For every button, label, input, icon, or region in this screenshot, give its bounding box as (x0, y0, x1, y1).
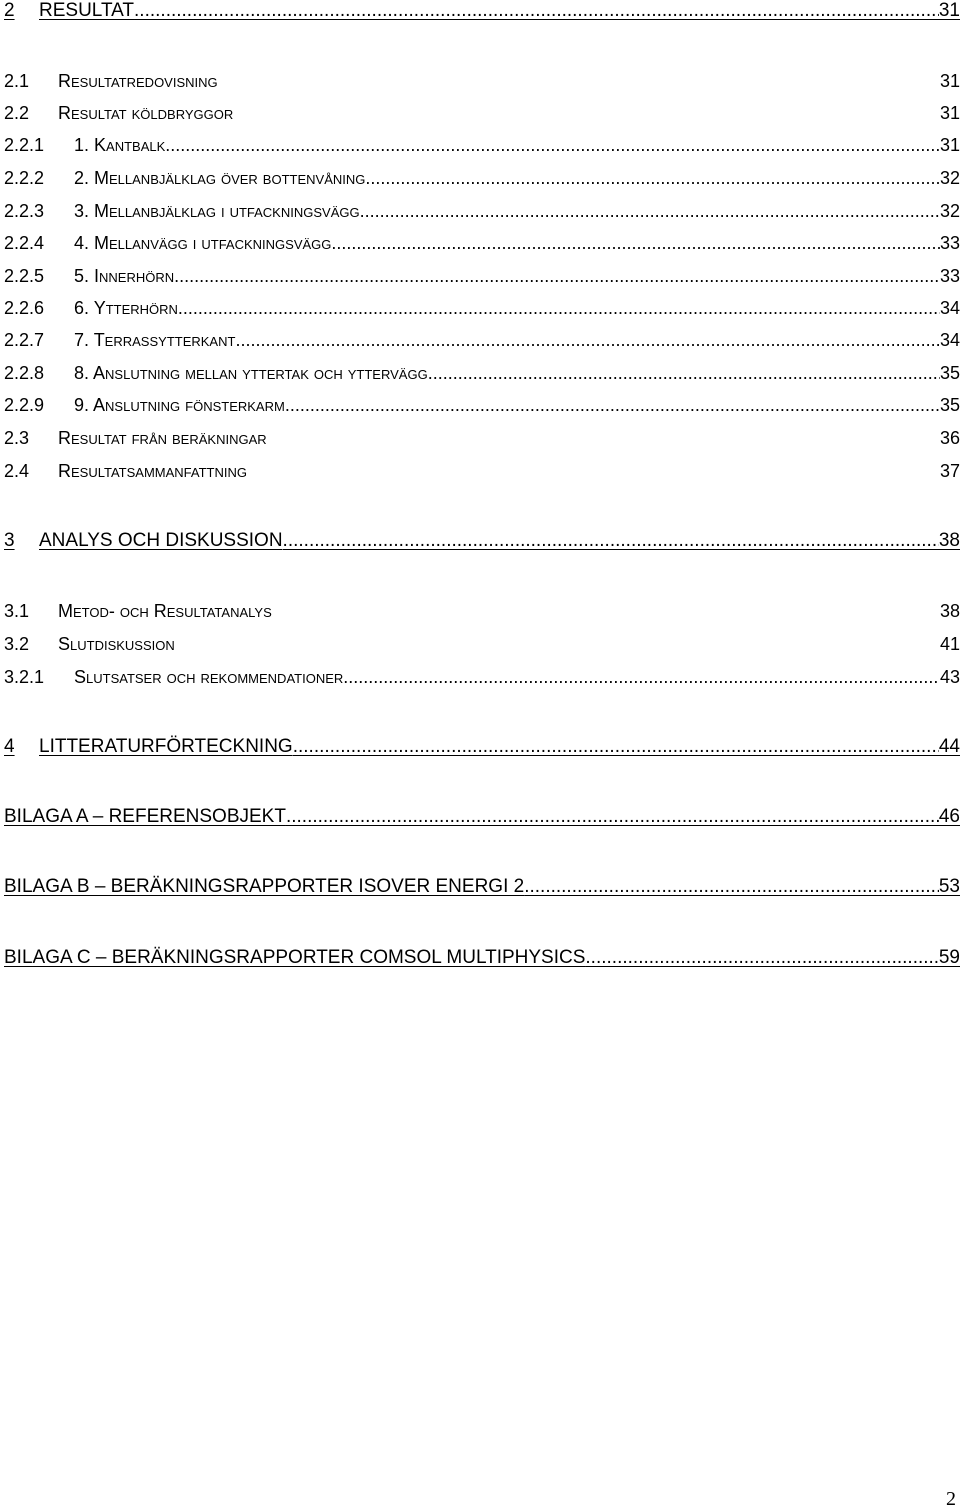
toc-entry-title: BILAGA A – REFERENSOBJEKT (4, 806, 286, 827)
toc-entry-title: 7. Terrassytterkant (74, 330, 236, 350)
toc-entry-number: 2.2.2 (4, 168, 45, 188)
toc-entry-page: 38 (939, 601, 960, 621)
toc-entry-page: 37 (939, 461, 960, 481)
toc-leader-dots (174, 263, 940, 289)
toc-entry-title: Metod- och Resultatanalys (58, 601, 272, 621)
toc-entry-number: 3 (4, 530, 15, 551)
toc-entry-number: 2.2.3 (4, 201, 45, 221)
toc-entry-page: 33 (939, 266, 960, 286)
toc-leader-dots (285, 392, 940, 418)
toc-entry-slutsatser[interactable] (4, 664, 960, 690)
toc-leader-dots (286, 804, 939, 830)
toc-entry-title: 1. Kantbalk (74, 135, 166, 155)
toc-entry-page: 46 (938, 806, 960, 827)
toc-leader-dots (293, 734, 939, 760)
toc-entry-mellanvagg-utfackningsvagg[interactable] (4, 230, 960, 256)
toc-entry-page: 32 (939, 201, 960, 221)
toc-entry-number: 2.2.8 (4, 363, 45, 383)
toc-entry-kantbalk[interactable] (4, 132, 960, 158)
toc-entry-number: 2.2.6 (4, 298, 45, 318)
toc-entry-anslutning-yttertak[interactable] (4, 360, 960, 386)
toc-entry-title: Resultatsammanfattning (58, 461, 247, 481)
toc-entry-resultatsammanfattning[interactable] (4, 458, 960, 484)
toc-entry-resultat-berakningar[interactable] (4, 425, 960, 451)
page-number: 2 (946, 1488, 956, 1510)
toc-entry-bilaga-c[interactable] (4, 945, 960, 971)
toc-entry-page: 31 (939, 103, 960, 123)
toc-entry-mellanbjalklag-bottenvaning[interactable] (4, 165, 960, 191)
toc-entry-title: 4. Mellanvägg i utfackningsvägg (74, 233, 332, 253)
toc-leader-dots (585, 945, 938, 971)
toc-entry-page: 31 (938, 0, 960, 21)
toc-entry-number: 3.2 (4, 634, 30, 654)
toc-entry-page: 38 (938, 530, 960, 551)
toc-entry-page: 53 (938, 876, 960, 897)
toc-entry-title: BILAGA C – BERÄKNINGSRAPPORTER COMSOL MULTIPHYSICS (4, 947, 586, 968)
toc-entry-number: 2 (4, 0, 15, 21)
toc-entry-page: 36 (939, 428, 960, 448)
toc-entry-number: 2.4 (4, 461, 30, 481)
toc-entry-number: 2.2.1 (4, 135, 45, 155)
toc-entry-bilaga-b[interactable] (4, 874, 960, 900)
toc-entry-number: 2.2.7 (4, 330, 45, 350)
toc-leader-dots (235, 327, 940, 353)
toc-leader-dots (283, 528, 939, 554)
toc-leader-dots (178, 295, 940, 321)
toc-entry-number: 3.2.1 (4, 667, 45, 687)
toc-entry-title: Resultat från beräkningar (58, 428, 267, 448)
toc-entry-title: Resultatredovisning (58, 71, 218, 91)
toc-entry-title: 9. Anslutning fönsterkarm (74, 395, 285, 415)
toc-entry-anslutning-fonsterkarm[interactable] (4, 392, 960, 418)
toc-entry-page: 32 (939, 168, 960, 188)
toc-entry-number: 2.2.5 (4, 266, 45, 286)
toc-entry-bilaga-a[interactable] (4, 804, 960, 830)
toc-entry-title: 2. Mellanbjälklag över bottenvåning (74, 168, 366, 188)
toc-entry-page: 31 (939, 71, 960, 91)
toc-entry-title: Slutdiskussion (58, 634, 175, 654)
toc-entry-page: 59 (938, 947, 960, 968)
toc-entry-title: 6. Ytterhörn (74, 298, 178, 318)
toc-entry-metod-resultatanalys[interactable] (4, 598, 960, 624)
toc-entry-page: 34 (939, 330, 960, 350)
toc-leader-dots (428, 360, 940, 386)
toc-entry-ytterhorn[interactable] (4, 295, 960, 321)
toc-entry-number: 2.2 (4, 103, 30, 123)
toc-leader-dots (343, 664, 940, 690)
toc-entry-title: BILAGA B – BERÄKNINGSRAPPORTER ISOVER ENERGI 2 (4, 876, 525, 897)
toc-entry-page: 35 (939, 395, 960, 415)
toc-entry-resultatredovisning[interactable] (4, 68, 960, 94)
toc-entry-terrassytterkant[interactable] (4, 327, 960, 353)
toc-entry-page: 34 (939, 298, 960, 318)
toc-entry-page: 41 (939, 634, 960, 654)
toc-entry-page: 31 (939, 135, 960, 155)
toc-entry-number: 2.1 (4, 71, 30, 91)
toc-entry-slutdiskussion[interactable] (4, 631, 960, 657)
toc-entry-number: 3.1 (4, 601, 30, 621)
toc-entry-title: 3. Mellanbjälklag i utfackningsvägg (74, 201, 360, 221)
toc-entry-mellanbjalklag-utfackningsvagg[interactable] (4, 198, 960, 224)
toc-entry-title: 8. Anslutning mellan yttertak och yttervägg (74, 363, 428, 383)
toc-entry-title: LITTERATURFÖRTECKNING (39, 736, 293, 757)
toc-leader-dots (134, 0, 939, 24)
toc-entry-title: ANALYS OCH DISKUSSION (39, 530, 283, 551)
toc-entry-resultat[interactable] (4, 0, 960, 24)
toc-entry-title: Resultat köldbryggor (58, 103, 234, 123)
toc-entry-number: 2.2.9 (4, 395, 45, 415)
toc-entry-innerhorn[interactable] (4, 263, 960, 289)
toc-entry-litteraturforteckning[interactable] (4, 734, 960, 760)
toc-leader-dots (360, 198, 940, 224)
toc-entry-page: 35 (939, 363, 960, 383)
toc-leader-dots (365, 165, 940, 191)
toc-entry-number: 4 (4, 736, 15, 757)
toc-leader-dots (331, 230, 940, 256)
toc-entry-number: 2.3 (4, 428, 30, 448)
toc-entry-analys-och-diskussion[interactable] (4, 528, 960, 554)
toc-entry-title: Slutsatser och rekommendationer (74, 667, 344, 687)
toc-entry-title: RESULTAT (39, 0, 135, 21)
toc-leader-dots (165, 132, 940, 158)
toc-entry-page: 43 (939, 667, 960, 687)
toc-leader-dots (524, 874, 939, 900)
toc-entry-resultat-koldbryggor[interactable] (4, 100, 960, 126)
toc-entry-title: 5. Innerhörn (74, 266, 175, 286)
toc-entry-page: 44 (938, 736, 960, 757)
toc-entry-page: 33 (939, 233, 960, 253)
toc-entry-number: 2.2.4 (4, 233, 45, 253)
